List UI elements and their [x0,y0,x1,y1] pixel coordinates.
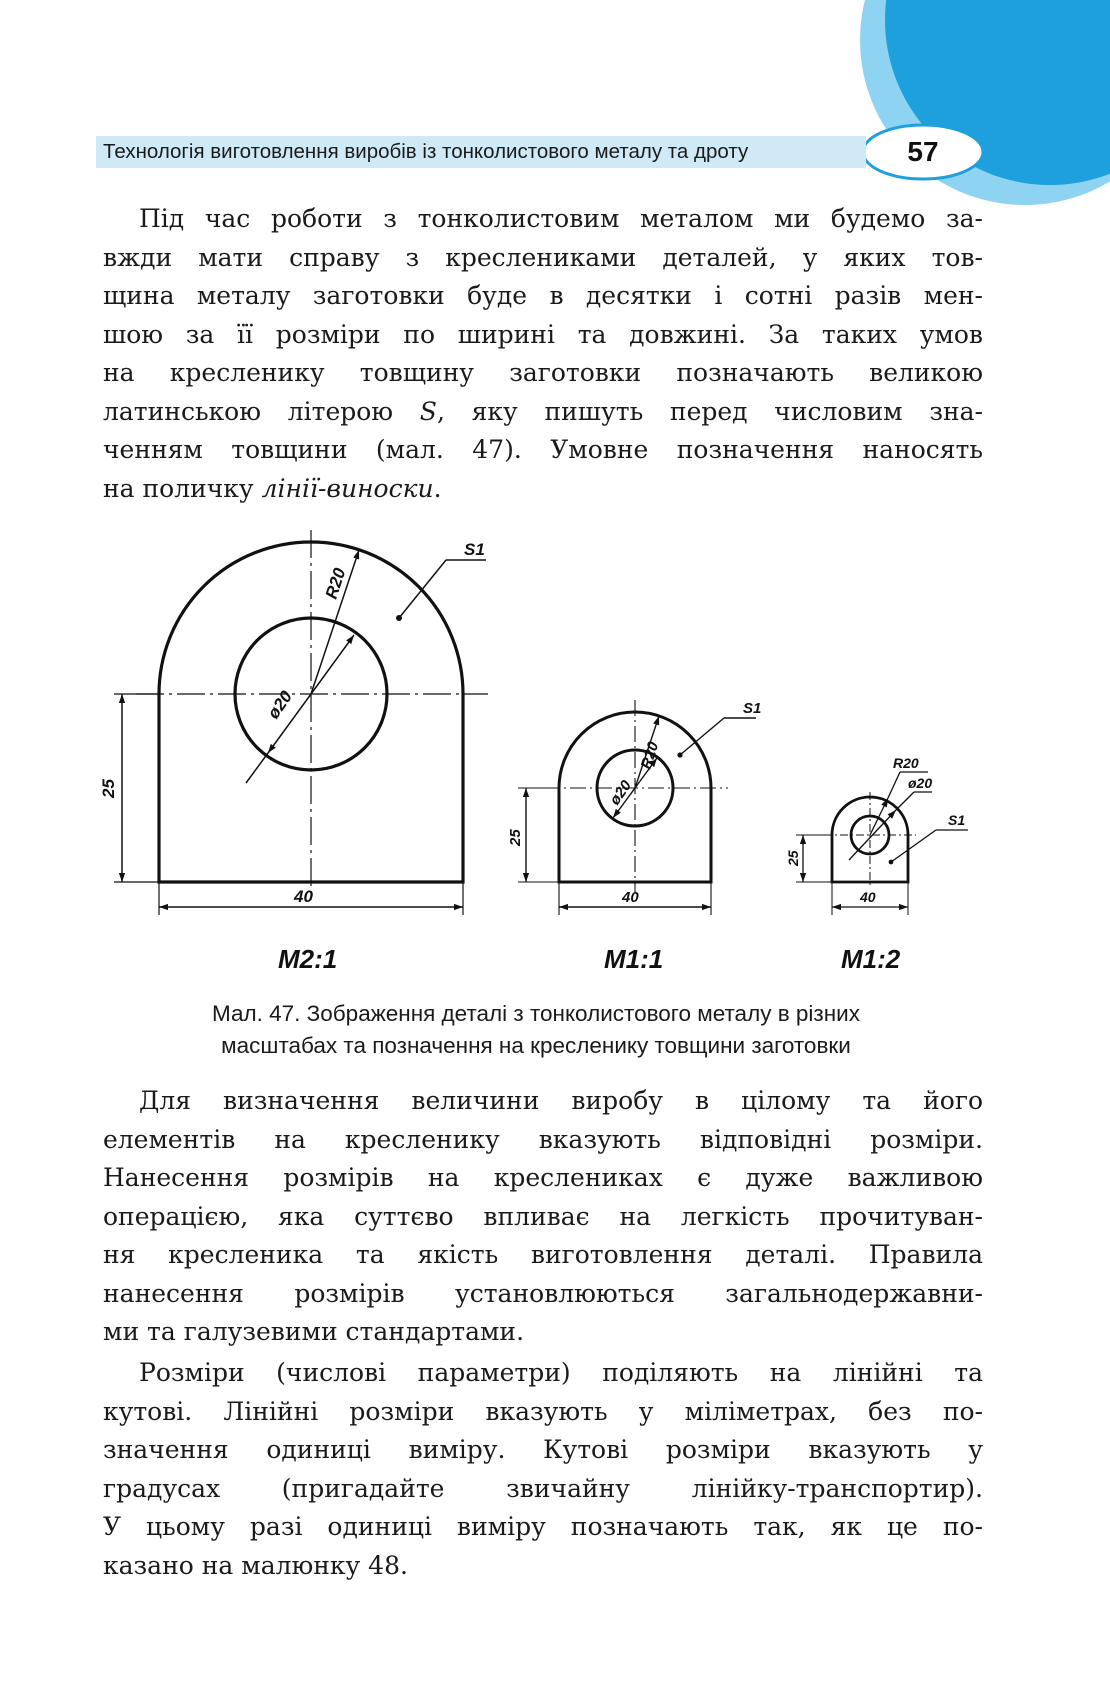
leader-dot [889,860,894,865]
diameter-label: ø20 [263,687,297,723]
part-scale-1-2 [796,772,968,915]
text-line: значення одиниці виміру. Кутові розміри вказують у [103,1435,983,1464]
text-line: на кресленику товщину заготовки позначають великою [103,358,983,387]
height-label: 25 [507,829,524,846]
text-line: ченням товщини (мал. 47). Умовне позначення наносять [103,435,983,464]
thickness-label: S1 [948,812,966,828]
scale-label-1-1: M1:1 [604,944,664,974]
paragraph-2 [103,1082,983,1352]
width-label: 40 [622,889,639,906]
leader-dot [677,752,682,757]
text-line: операцією, яка суттєво впливає на легкість прочитуван- [103,1201,983,1231]
leader-dot [396,615,402,621]
width-label: 40 [294,887,313,906]
height-label: 25 [785,850,801,866]
paragraph-1 [103,200,983,508]
text-line: вжди мати справу з креслениками деталей, у яких тов- [103,242,983,272]
text-line: на поличку лінії-виноски. [103,473,442,503]
part-scale-2-1 [114,530,488,915]
text-line: Нанесення розмірів на креслениках є дуже важливою [103,1163,983,1192]
caption-line: масштабах та позначення на кресленику товщини заготовки [221,1033,851,1058]
text-line: нанесення розмірів установлюються загальнодержавни- [103,1278,983,1308]
text-line: У цьому разі одиниці виміру позначають так, як це по- [103,1512,983,1541]
part-scale-1-1 [518,700,756,915]
text-line: Розміри (числові параметри) поділяють на лінійні та [139,1358,983,1387]
page-number: 57 [907,136,939,167]
text-line: латинською літерою S, яку пишуть перед числовим зна- [103,396,983,426]
diameter-label: ø20 [606,777,636,809]
text-line: Для визначення величини виробу в цілому та його [139,1086,983,1115]
height-label: 25 [99,779,118,798]
text-line: градусах (пригадайте звичайну лінійку-транспортир). [103,1473,983,1503]
diameter-label: ø20 [908,775,933,791]
radius-label: R20 [637,739,663,772]
thickness-label: S1 [464,540,485,559]
figure-drawing [96,520,976,990]
caption-line: Мал. 47. Зображення деталі з тонколистового металу в різних [212,1001,860,1026]
figure-caption [96,998,976,1062]
scale-label-1-2: M1:2 [841,944,901,974]
text-line: елементів на кресленику вказують відповідні розміри. [103,1124,983,1154]
width-label: 40 [860,889,876,905]
text-line: казано на малюнку 48. [103,1550,408,1580]
text-line: Під час роботи з тонколистовим металом ми будемо за- [139,204,983,233]
text-line: шою за її розміри по ширині та довжині. За таких умов [103,319,983,349]
text-line: кутові. Лінійні розміри вказують у міліметрах, без по- [103,1396,983,1426]
text-line: ми та галузевими стандартами. [103,1317,525,1346]
text-line: ня кресленика та якість виготовлення деталі. Правила [103,1240,983,1269]
thickness-label: S1 [743,700,762,717]
paragraph-3 [103,1354,983,1585]
scale-label-2-1: M2:1 [278,944,338,974]
running-header: Технологія виготовлення виробів із тонколистового металу та дроту [103,140,749,163]
radius-label: R20 [321,565,350,602]
text-line: щина металу заготовки буде в десятки і сотні разів мен- [103,281,983,310]
radius-label: R20 [893,755,919,771]
